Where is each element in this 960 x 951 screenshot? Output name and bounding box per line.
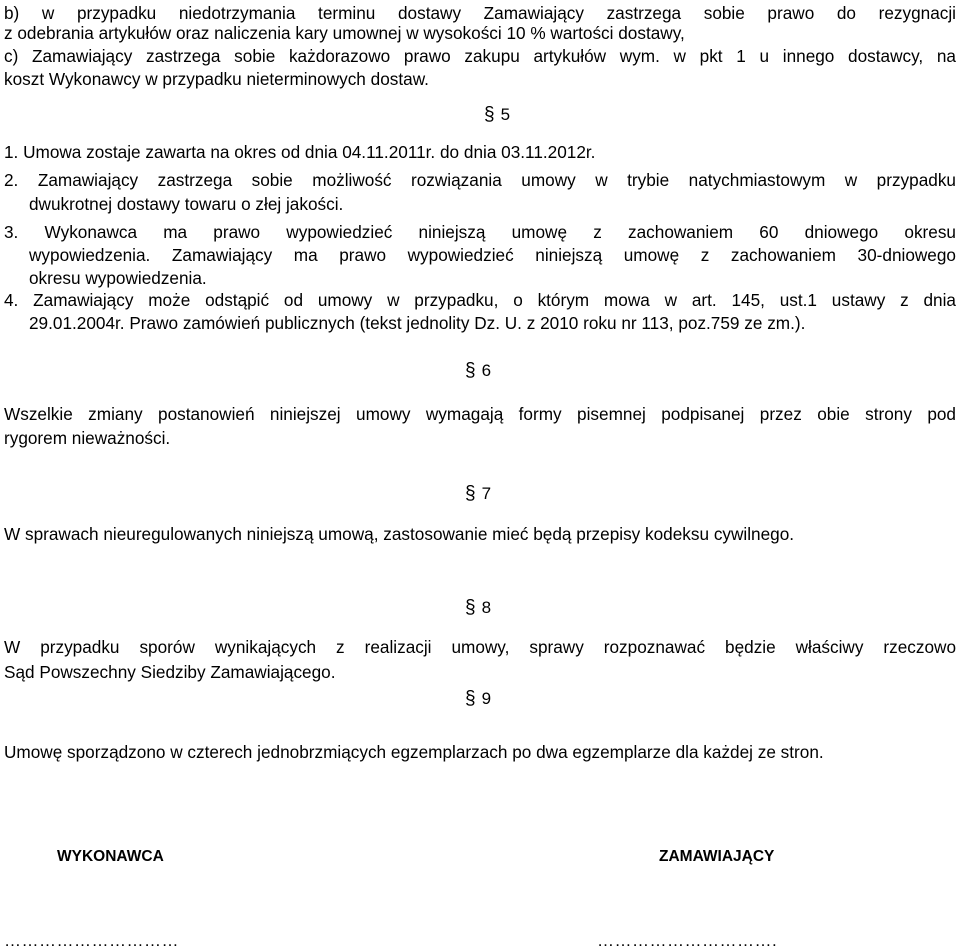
section-7-heading — [465, 483, 491, 505]
section-8-heading — [465, 597, 491, 619]
signature-label-contractor: WYKONAWCA — [57, 848, 164, 865]
section-5-item-4-line-2: 29.01.2004r. Prawo zamówień publicznych (tekst jednolity Dz. U. z 2010 roku nr 113, poz.759 ze zm.). — [29, 313, 806, 333]
section-number: 6 — [481, 361, 492, 380]
section-symbol: § — [465, 688, 476, 709]
section-5-heading — [484, 104, 510, 126]
clause-c-line-1: c) Zamawiający zastrzega sobie każdorazowo prawo zakupu artykułów wym. w pkt 1 u innego dostawcy, na — [4, 46, 956, 66]
section-9-line-1: Umowę sporządzono w czterech jednobrzmiących egzemplarzach po dwa egzemplarze dla każdej ze stron. — [4, 742, 824, 762]
section-5-item-3-line-3: okresu wypowiedzenia. — [29, 268, 207, 288]
section-symbol: § — [465, 360, 476, 381]
signature-label-ordering-party: ZAMAWIAJĄCY — [659, 848, 775, 865]
section-8-line-1: W przypadku sporów wynikających z realizacji umowy, sprawy rozpoznawać będzie właściwy rzeczowo — [4, 637, 956, 657]
clause-b-line-1: b) w przypadku niedotrzymania terminu dostawy Zamawiający zastrzega sobie prawo do rezygnacji — [4, 3, 956, 23]
clause-c-line-2: koszt Wykonawcy w przypadku nieterminowych dostaw. — [4, 69, 429, 89]
section-5-item-2-line-1: 2. Zamawiający zastrzega sobie możliwość rozwiązania umowy w trybie natychmiastowym w przypadku — [4, 170, 956, 190]
section-5-item-3-line-2: wypowiedzenia. Zamawiający ma prawo wypowiedzieć niniejszą umowę z zachowaniem 30-dniowego — [29, 245, 956, 265]
section-9-heading — [465, 688, 491, 710]
section-5-item-1: 1. Umowa zostaje zawarta na okres od dnia 04.11.2011r. do dnia 03.11.2012r. — [4, 142, 596, 162]
section-number: 5 — [500, 105, 511, 124]
section-symbol: § — [465, 597, 476, 618]
section-6-heading — [465, 360, 491, 382]
section-8-line-2: Sąd Powszechny Siedziby Zamawiającego. — [4, 662, 336, 682]
clause-b-line-2: z odebrania artykułów oraz naliczenia kary umownej w wysokości 10 % wartości dostawy, — [4, 23, 685, 43]
section-number: 9 — [481, 689, 492, 708]
section-symbol: § — [484, 104, 495, 125]
section-7-line-1: W sprawach nieuregulowanych niniejszą umową, zastosowanie mieć będą przepisy kodeksu cywilnego. — [4, 524, 795, 544]
section-6-line-2: rygorem nieważności. — [4, 428, 171, 448]
section-number: 8 — [481, 598, 492, 617]
section-5-item-2-line-2: dwukrotnej dostawy towaru o złej jakości. — [29, 194, 344, 214]
section-number: 7 — [481, 484, 492, 503]
signature-line-contractor: ………………………… — [4, 931, 179, 950]
signature-line-ordering-party: …………………………. — [597, 931, 778, 950]
section-5-item-4-line-1: 4. Zamawiający może odstąpić od umowy w przypadku, o którym mowa w art. 145, ust.1 ustawy z dnia — [4, 290, 956, 310]
section-6-line-1: Wszelkie zmiany postanowień niniejszej umowy wymagają formy pisemnej podpisanej przez obie strony pod — [4, 404, 956, 424]
section-symbol: § — [465, 483, 476, 504]
section-5-item-3-line-1: 3. Wykonawca ma prawo wypowiedzieć niniejszą umowę z zachowaniem 60 dniowego okresu — [4, 222, 956, 242]
